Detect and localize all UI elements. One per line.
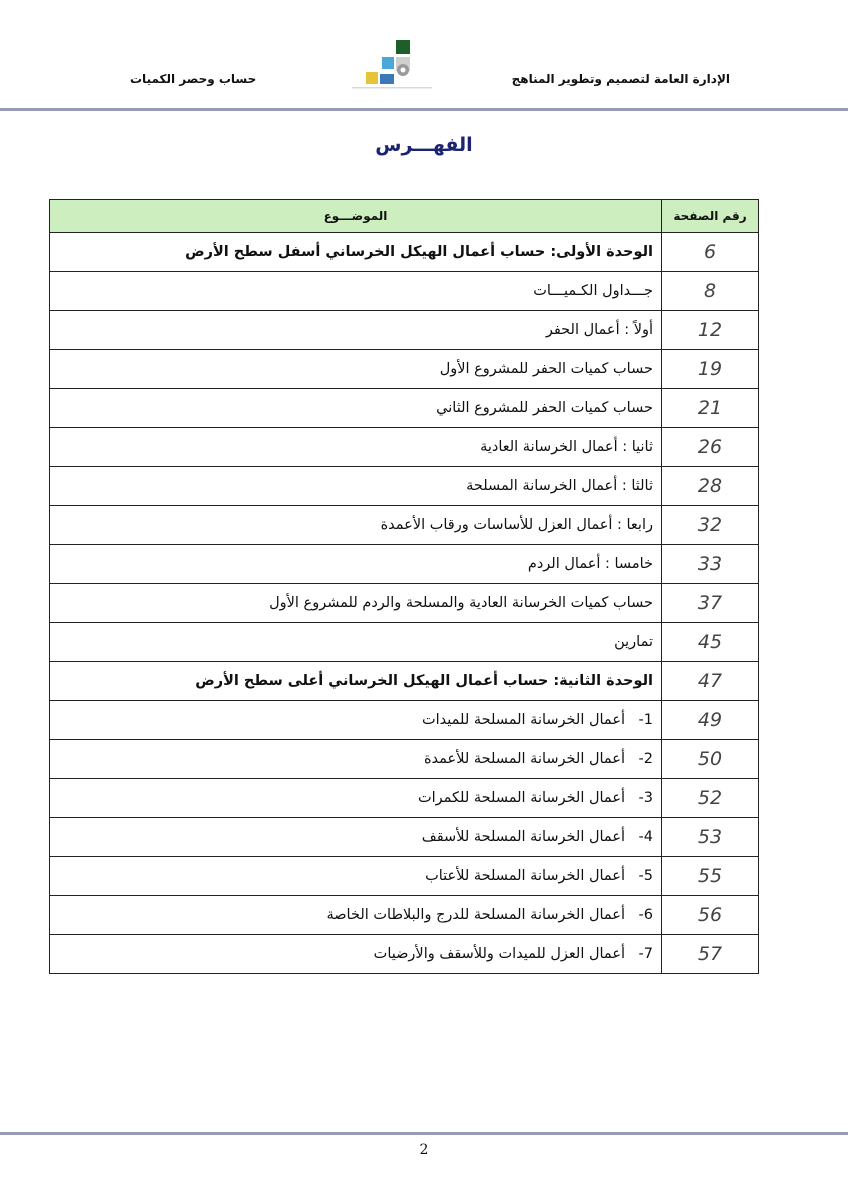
toc-entry-page: 56 — [662, 896, 759, 935]
toc-entry-text: الوحدة الأولى: حساب أعمال الهيكل الخرساني أسفل سطح الأرض — [185, 244, 653, 260]
table-row — [50, 701, 759, 740]
page-number: 2 — [419, 1142, 429, 1158]
toc-entry-topic — [50, 623, 662, 662]
toc-entry-topic — [50, 233, 662, 272]
toc-entry-page: 19 — [662, 350, 759, 389]
toc-entry-text: تمارين — [614, 634, 653, 650]
table-row — [50, 779, 759, 818]
table-row — [50, 311, 759, 350]
toc-entry-topic — [50, 896, 662, 935]
page-title: الفهـــرس — [375, 134, 473, 156]
toc-entry-number: 5- — [638, 868, 653, 884]
toc-entry-topic — [50, 701, 662, 740]
toc-entry-page: 28 — [662, 467, 759, 506]
toc-entry-page: 6 — [662, 233, 759, 272]
toc-entry-text: رابعا : أعمال العزل للأساسات ورقاب الأعمدة — [380, 517, 653, 533]
table-row — [50, 350, 759, 389]
table-row — [50, 818, 759, 857]
toc-entry-text: أعمال الخرسانة المسلحة للكمرات — [417, 790, 625, 806]
toc-entry-page: 37 — [662, 584, 759, 623]
toc-entry-topic — [50, 506, 662, 545]
toc-entry-topic — [50, 545, 662, 584]
toc-entry-topic — [50, 857, 662, 896]
toc-entry-page: 32 — [662, 506, 759, 545]
toc-entry-page: 57 — [662, 935, 759, 974]
toc-entry-page: 49 — [662, 701, 759, 740]
toc-entry-topic — [50, 311, 662, 350]
toc-entry-topic — [50, 467, 662, 506]
table-row — [50, 545, 759, 584]
toc-entry-number: 2- — [638, 751, 653, 767]
toc-entry-page: 53 — [662, 818, 759, 857]
header-department: الإدارة العامة لتصميم وتطوير المناهج — [511, 72, 730, 86]
toc-entry-text: ثالثا : أعمال الخرسانة المسلحة — [466, 478, 653, 494]
table-header-row — [50, 200, 759, 233]
toc-entry-page: 8 — [662, 272, 759, 311]
toc-entry-page: 52 — [662, 779, 759, 818]
toc-entry-topic — [50, 389, 662, 428]
toc-entry-text: حساب كميات الحفر للمشروع الأول — [439, 361, 653, 377]
toc-entry-text: الوحدة الثانية: حساب أعمال الهيكل الخرساني أعلى سطح الأرض — [195, 673, 653, 689]
toc-entry-page: 50 — [662, 740, 759, 779]
table-row — [50, 857, 759, 896]
table-row — [50, 467, 759, 506]
footer-divider — [0, 1132, 848, 1135]
toc-entry-number: 7- — [638, 946, 653, 962]
table-row — [50, 935, 759, 974]
toc-entry-page: 33 — [662, 545, 759, 584]
toc-entry-text: جـــداول الكـميـــات — [533, 283, 653, 299]
table-row — [50, 662, 759, 701]
toc-entry-topic — [50, 272, 662, 311]
toc-entry-topic — [50, 662, 662, 701]
table-row — [50, 272, 759, 311]
toc-entry-text: ثانيا : أعمال الخرسانة العادية — [480, 439, 653, 455]
table-row — [50, 506, 759, 545]
toc-entry-text: أعمال الخرسانة المسلحة للأعتاب — [425, 868, 625, 884]
toc-entry-text: أعمال الخرسانة المسلحة للميدات — [422, 712, 625, 728]
toc-entry-text: أولاً : أعمال الحفر — [545, 322, 653, 338]
table-row — [50, 623, 759, 662]
toc-entry-number: 4- — [638, 829, 653, 845]
table-row — [50, 428, 759, 467]
toc-entry-topic — [50, 350, 662, 389]
header-book-title: حساب وحصر الكميات — [130, 72, 257, 86]
topic-column-header: الموضـــوع — [50, 200, 662, 233]
toc-entry-text: أعمال العزل للميدات وللأسقف والأرضيات — [373, 946, 625, 962]
table-row — [50, 233, 759, 272]
table-of-contents — [49, 199, 759, 974]
toc-entry-text: أعمال الخرسانة المسلحة للأعمدة — [423, 751, 625, 767]
toc-entry-topic — [50, 818, 662, 857]
institution-logo — [352, 40, 432, 92]
table-row — [50, 740, 759, 779]
toc-entry-number: 1- — [638, 712, 653, 728]
toc-entry-number: 3- — [638, 790, 653, 806]
toc-entry-page: 21 — [662, 389, 759, 428]
toc-entry-page: 12 — [662, 311, 759, 350]
table-row — [50, 896, 759, 935]
toc-entry-text: أعمال الخرسانة المسلحة للدرج والبلاطات الخاصة — [326, 907, 625, 923]
toc-entry-text: أعمال الخرسانة المسلحة للأسقف — [421, 829, 625, 845]
table-row — [50, 584, 759, 623]
toc-entry-page: 47 — [662, 662, 759, 701]
header-divider — [0, 108, 848, 111]
toc-entry-text: حساب كميات الحفر للمشروع الثاني — [436, 400, 653, 416]
toc-entry-text: خامسا : أعمال الردم — [527, 556, 653, 572]
toc-entry-topic — [50, 428, 662, 467]
toc-entry-topic — [50, 935, 662, 974]
table-row — [50, 389, 759, 428]
page-column-header: رقم الصفحة — [662, 200, 759, 233]
toc-entry-page: 45 — [662, 623, 759, 662]
toc-entry-topic — [50, 779, 662, 818]
toc-entry-text: حساب كميات الخرسانة العادية والمسلحة والردم للمشروع الأول — [269, 595, 653, 611]
toc-entry-page: 55 — [662, 857, 759, 896]
toc-entry-number: 6- — [638, 907, 653, 923]
toc-entry-page: 26 — [662, 428, 759, 467]
toc-entry-topic — [50, 740, 662, 779]
toc-entry-topic — [50, 584, 662, 623]
